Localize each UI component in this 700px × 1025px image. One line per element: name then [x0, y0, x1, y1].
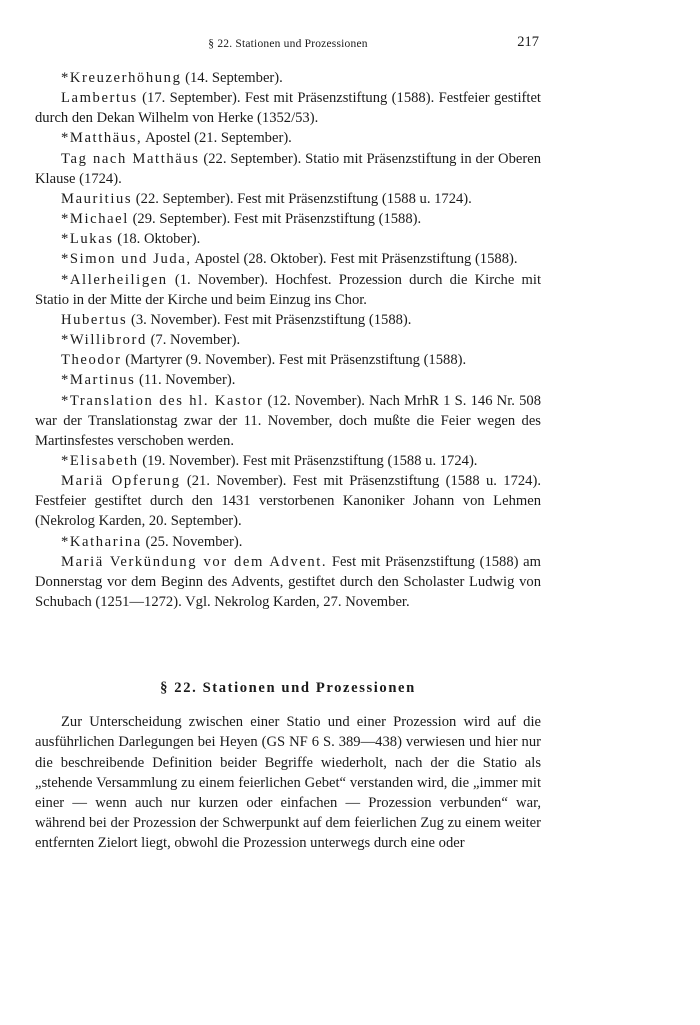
feast-entry — [35, 370, 541, 390]
feast-text: (7. November). — [146, 332, 241, 349]
feast-name: *Lukas — [61, 231, 114, 248]
feast-name: Theodor — [61, 352, 122, 369]
feast-text: (22. September). Statio mit Präsenzstiftung in der Oberen Klause (1724). — [35, 150, 541, 187]
feast-entry — [35, 471, 541, 531]
feast-entry — [35, 532, 541, 552]
feast-name: *Martinus — [61, 372, 136, 389]
feast-name: *Translation des hl. Kastor — [61, 392, 264, 409]
feast-text: (11. November). — [135, 372, 236, 389]
feast-text: (21. November). Fest mit Präsenzstiftung (1588 u. 1724). Festfeier gestiftet durch den 1431 verstorbenen Kanoniker Johann von Lehmen (Nekrolog Karden, 20. September). — [35, 473, 541, 530]
feast-name: *Katharina — [61, 533, 142, 550]
book-page — [35, 34, 541, 853]
feast-name: *Matthäus, — [61, 130, 143, 147]
feast-text: (Martyrer (9. November). Fest mit Präsenzstiftung (1588). — [121, 352, 467, 369]
feast-entry — [35, 249, 541, 269]
feast-entry — [35, 391, 541, 451]
feast-text: Apostel (28. Oktober). Fest mit Präsenzstiftung (1588). — [191, 251, 518, 268]
feast-entry — [35, 350, 541, 370]
feast-entry — [35, 149, 541, 189]
feast-entry — [35, 552, 541, 612]
feast-entry — [35, 189, 541, 209]
feast-name: *Allerheiligen — [61, 271, 168, 288]
feast-name: Lambertus — [61, 90, 138, 107]
feast-name: *Simon und Juda, — [61, 251, 192, 268]
section-paragraph: Zur Unterscheidung zwischen einer Statio und einer Prozession wird auf die ausführlichen Darlegungen bei Heyen (GS NF 6 S. 389—438) verwiesen und hier nur die beschreibende Definition beider Begriffe wiederholt, nach der die Statio als „stehende Versammlung zu einem feierlichen Gebet“ verstanden wird, die „immer mit einer — wenn auch nur kurzen oder einfachen — Prozession verbunden“ war, während bei der Prozession der Schwerpunkt auf dem feierlichen Zug zu einem weiter entfernten Zielort liegt, obwohl die Prozession unterwegs durch eine oder — [35, 714, 541, 852]
running-title: § 22. Stationen und Prozessionen — [208, 38, 368, 50]
feast-text: (18. Oktober). — [113, 231, 201, 248]
feast-name: Mariä Verkündung vor dem Advent. — [61, 553, 328, 570]
feast-name: *Michael — [61, 211, 129, 228]
feast-entry — [35, 88, 541, 128]
feast-text: (3. November). Fest mit Präsenzstiftung (1588). — [127, 311, 412, 328]
feast-name: Hubertus — [61, 311, 128, 328]
section-heading: § 22. Stationen und Prozessionen — [160, 680, 416, 697]
feast-name: *Willibrord — [61, 332, 147, 349]
feast-text: (29. September). Fest mit Präsenzstiftung (1588). — [128, 211, 422, 228]
feast-name: Mauritius — [61, 190, 133, 207]
feast-text: Apostel (21. September). — [142, 130, 292, 147]
feast-entry — [35, 451, 541, 471]
feast-text: (25. November). — [141, 533, 243, 550]
feast-entry — [35, 270, 541, 310]
feast-entry — [35, 310, 541, 330]
feast-list — [35, 68, 541, 612]
feast-entry — [35, 128, 541, 148]
feast-text: (14. September). — [181, 70, 283, 86]
feast-entry — [35, 229, 541, 249]
feast-entry — [35, 68, 541, 88]
feast-text: (22. September). Fest mit Präsenzstiftung (1588 u. 1724). — [132, 190, 472, 207]
feast-name: Tag nach Matthäus — [61, 150, 200, 167]
feast-name: *Kreuzerhöhung — [61, 70, 182, 86]
feast-entry — [35, 209, 541, 229]
feast-text: (1. November). Hochfest. Prozession durch die Kirche mit Statio in der Mitte der Kirche und beim Einzug ins Chor. — [35, 271, 541, 308]
feast-name: Mariä Opferung — [61, 473, 181, 490]
running-head — [35, 34, 541, 56]
feast-text: Fest mit Präsenzstiftung (1588) am Donnerstag vor dem Beginn des Advents, gestiftet durch den Scholaster Ludwig von Schubach (1251—1272). Vgl. Nekrolog Karden, 27. November. — [35, 553, 541, 611]
feast-text: (17. September). Fest mit Präsenzstiftung (1588). Festfeier gestiftet durch den Dekan Wilhelm von Herke (1352/53). — [35, 90, 541, 127]
feast-name: *Elisabeth — [61, 452, 139, 469]
page-number: 217 — [517, 34, 539, 50]
feast-text: (19. November). Fest mit Präsenzstiftung (1588 u. 1724). — [138, 452, 478, 469]
feast-entry — [35, 330, 541, 350]
feast-text: (12. November). Nach MrhR 1 S. 146 Nr. 508 war der Translationstag zwar der 11. November, doch mußte die Feier wegen des Martinsfestes verschoben werden. — [35, 392, 541, 449]
